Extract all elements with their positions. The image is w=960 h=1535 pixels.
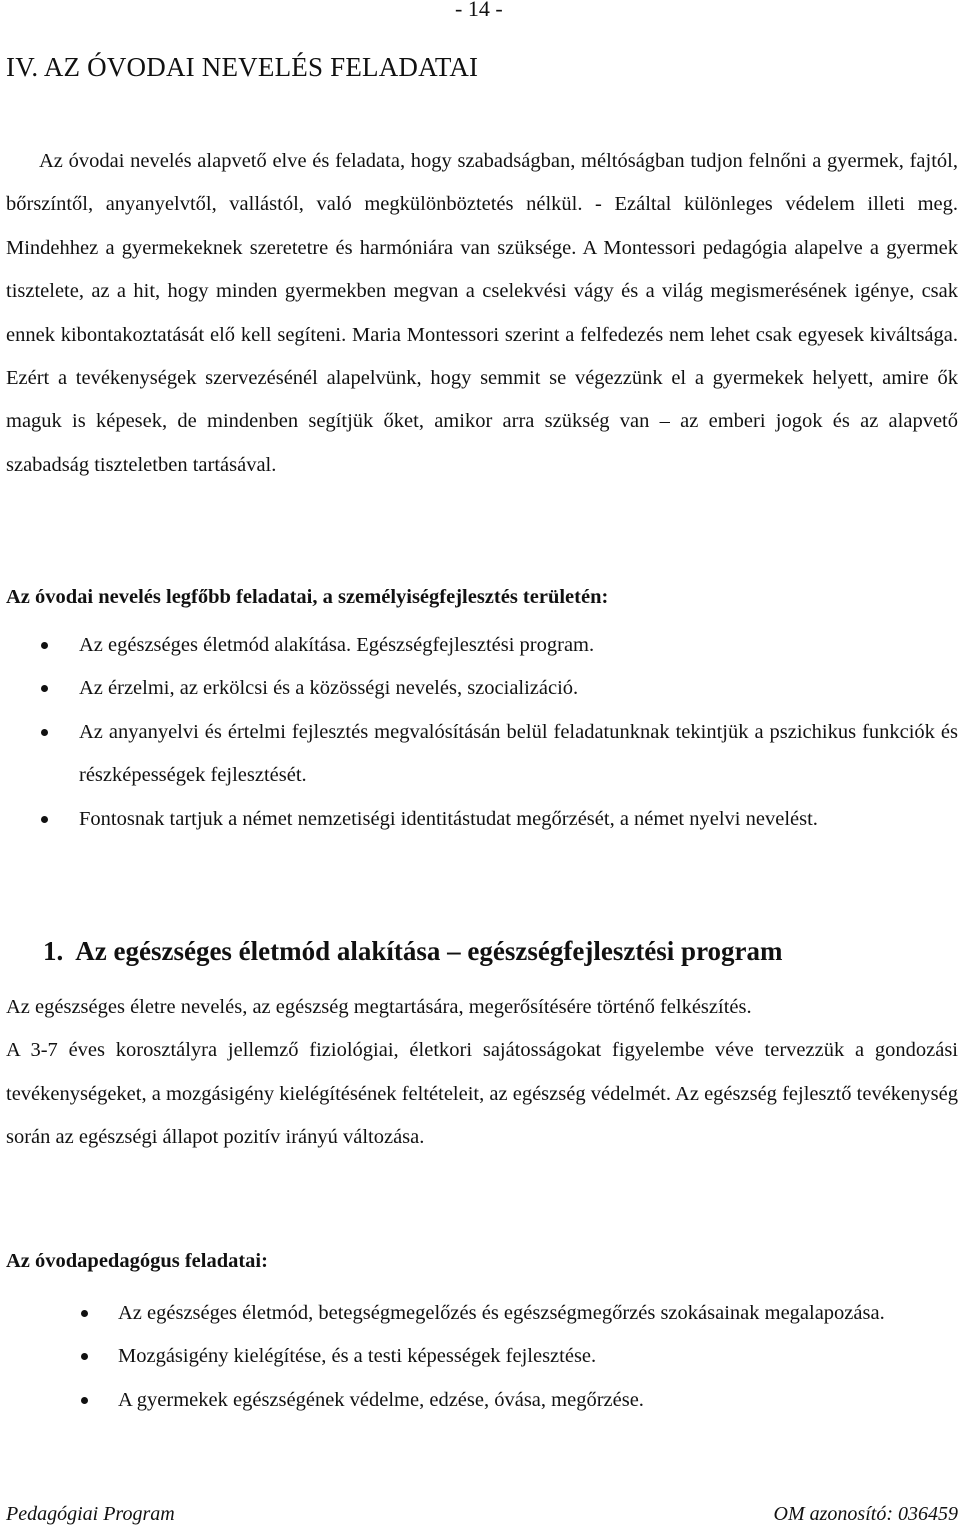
teacher-tasks-heading: Az óvodapedagógus feladatai: — [6, 1250, 268, 1272]
list-item — [0, 711, 958, 798]
section-heading: 1. Az egészséges életmód alakítása – egészségfejlesztési program — [43, 936, 783, 966]
bullet-icon — [81, 1353, 88, 1360]
bullet-icon — [41, 642, 48, 649]
list-item-text: A gyermekek egészségének védelme, edzése, óvása, megőrzése. — [118, 1388, 644, 1411]
footer-document-name: Pedagógiai Program — [6, 1503, 175, 1525]
list-item-text: Az egészséges életmód, betegségmegelőzés és egészségmegőrzés szokásainak megalapozása. — [118, 1302, 885, 1324]
list-item — [0, 1335, 958, 1378]
list-item-text: Az anyanyelvi és értelmi fejlesztés megvalósításán belül feladatunknak tekintjük a pszichikus funkciók és részképességek fejlesztését. — [79, 720, 958, 787]
list-item — [0, 624, 958, 667]
tasks-heading: Az óvodai nevelés legfőbb feladatai, a személyiségfejlesztés területén: — [6, 586, 609, 608]
footer-om-id: OM azonosító: 036459 — [773, 1503, 958, 1525]
list-item-text: Az egészséges életmód alakítása. Egészségfejlesztési program. — [79, 634, 595, 656]
list-item — [0, 798, 958, 841]
list-item — [0, 1292, 958, 1335]
list-item-text: Az érzelmi, az erkölcsi és a közösségi nevelés, szocializáció. — [79, 677, 579, 700]
list-item — [0, 1379, 958, 1422]
list-item — [0, 667, 958, 710]
intro-paragraph: Az óvodai nevelés alapvető elve és feladata, hogy szabadságban, méltóságban tudjon felnőni a gyermek, fajtól, bőrszíntől, anyanyelvtől, vallástól, való megkülönböztetés nélkül. - Ezáltal különleges védelem illeti meg. Mindehhez a gyermekeknek szeretetre és harmóniára van szüksége. A Montessori pedagógia alapelve a gyermek tisztelete, az a hit, hogy minden gyermekben megvan a cselekvési vágy és a világ megismerésének igénye, csak ennek kibontakoztatását elő kell segíteni. Maria Montessori szerint a felfedezés nem lehet csak egyesek kiváltsága. Ezért a tevékenységek szervezésénél alapelvünk, hogy semmit se végezzünk el a gyermekek helyett, amire ők maguk is képesek, de mindenben segítjük őket, amikor arra szükség van – az emberi jogok és az alapvető szabadság tiszteletben tartásával. — [6, 150, 958, 476]
list-item-text: Fontosnak tartjuk a német nemzetiségi identitástudat megőrzését, a német nyelvi nevelést. — [79, 807, 818, 830]
bullet-icon — [41, 685, 48, 692]
health-paragraph-2: A 3-7 éves korosztályra jellemző fiziológiai, életkori sajátosságokat figyelembe véve tervezzük a gondozási tevékenységeket, a mozgásigény kielégítésének feltételeit, az egészség védelmét. Az egészség fejlesztő tevékenység során az egészségi állapot pozitív irányú változása. — [6, 1039, 958, 1149]
bullet-icon — [41, 729, 48, 736]
health-paragraph-1: Az egészséges életre nevelés, az egészség megtartására, megerősítésére történő felkészítés. — [6, 996, 752, 1018]
teacher-tasks-list — [0, 1292, 958, 1422]
bullet-icon — [81, 1397, 88, 1404]
health-section — [6, 986, 958, 1160]
chapter-title: IV. AZ ÓVODAI NEVELÉS FELADATAI — [6, 52, 479, 82]
list-item-text: Mozgásigény kielégítése, és a testi képességek fejlesztése. — [118, 1345, 597, 1368]
bullet-icon — [81, 1310, 88, 1317]
page-number: - 14 - — [455, 0, 503, 21]
tasks-list — [0, 624, 958, 841]
bullet-icon — [41, 816, 48, 823]
